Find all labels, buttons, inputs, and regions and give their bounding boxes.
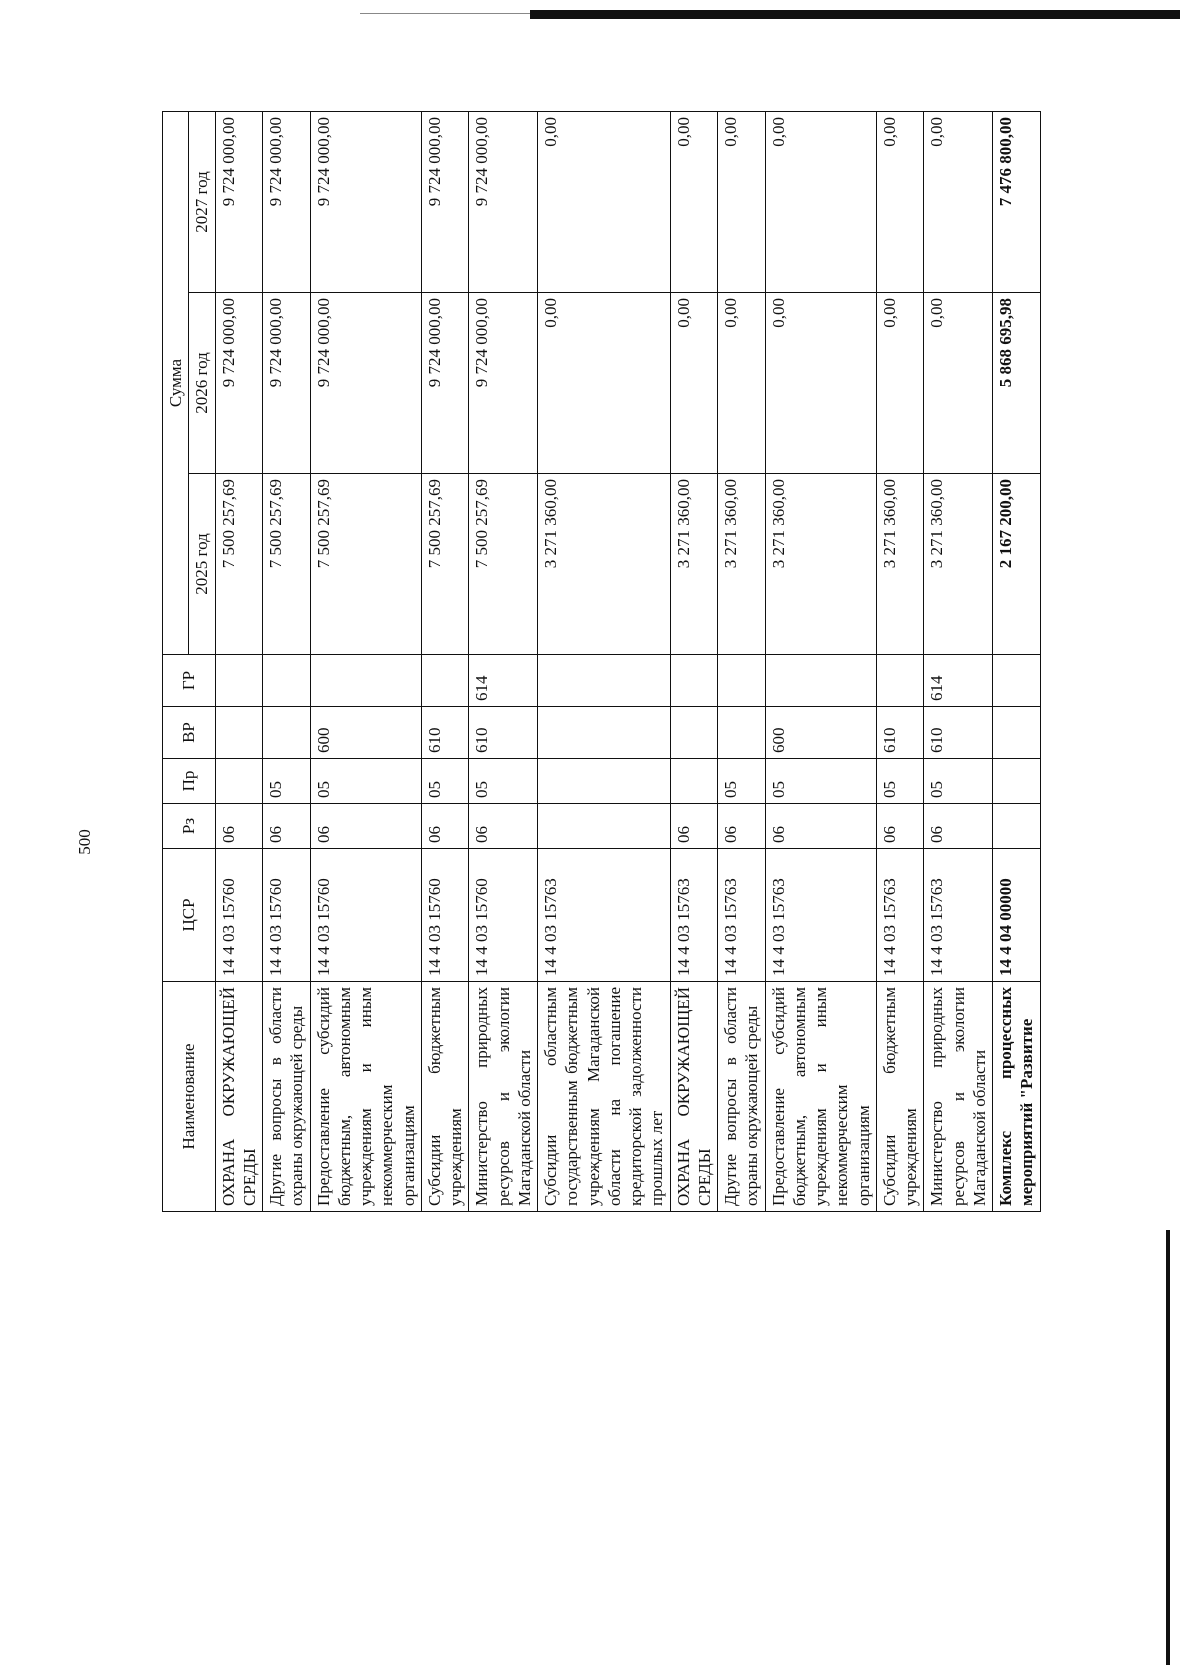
row-2025: 7 500 257,69 — [421, 474, 469, 655]
row-csr: 14 4 03 15763 — [765, 849, 876, 982]
row-2027: 0,00 — [538, 111, 671, 292]
row-2027: 9 724 000,00 — [263, 111, 311, 292]
row-2027: 7 476 800,00 — [993, 111, 1041, 292]
row-csr: 14 4 03 15763 — [924, 849, 993, 982]
row-rz: 06 — [421, 804, 469, 849]
table-row — [765, 111, 876, 1211]
row-rz: 06 — [765, 804, 876, 849]
table-row — [924, 111, 993, 1211]
row-2026: 9 724 000,00 — [215, 293, 263, 474]
row-vr — [215, 707, 263, 759]
row-vr: 610 — [876, 707, 924, 759]
header-gr: ГР — [163, 655, 216, 707]
row-pr: 05 — [718, 759, 766, 804]
row-pr: 05 — [469, 759, 538, 804]
row-pr: 05 — [263, 759, 311, 804]
row-pr — [215, 759, 263, 804]
row-gr — [765, 655, 876, 707]
table-row — [538, 111, 671, 1211]
row-gr: 614 — [924, 655, 993, 707]
row-2026: 0,00 — [924, 293, 993, 474]
row-csr: 14 4 03 15763 — [876, 849, 924, 982]
row-rz — [538, 804, 671, 849]
table-row — [670, 111, 718, 1211]
row-2025: 3 271 360,00 — [718, 474, 766, 655]
row-name: Комплекс процессных мероприятий "Развитие — [993, 982, 1041, 1212]
page-number: 500 — [75, 829, 94, 855]
row-pr — [538, 759, 671, 804]
row-vr — [538, 707, 671, 759]
row-name: ОХРАНА ОКРУЖАЮЩЕЙ СРЕДЫ — [215, 982, 263, 1212]
header-2026: 2026 год — [189, 293, 215, 474]
row-csr: 14 4 03 15763 — [538, 849, 671, 982]
row-csr: 14 4 03 15760 — [263, 849, 311, 982]
row-2027: 0,00 — [876, 111, 924, 292]
row-name: Другие вопросы в области охраны окружающей среды — [263, 982, 311, 1212]
row-gr — [421, 655, 469, 707]
row-rz: 06 — [924, 804, 993, 849]
row-2025: 3 271 360,00 — [538, 474, 671, 655]
row-gr — [670, 655, 718, 707]
row-pr — [670, 759, 718, 804]
row-name: ОХРАНА ОКРУЖАЮЩЕЙ СРЕДЫ — [670, 982, 718, 1212]
row-csr: 14 4 03 15763 — [670, 849, 718, 982]
row-gr — [993, 655, 1041, 707]
row-rz: 06 — [876, 804, 924, 849]
row-csr: 14 4 03 15760 — [310, 849, 421, 982]
row-2027: 9 724 000,00 — [469, 111, 538, 292]
row-name: Субсидии областным государственным бюджетным учреждениям Магаданской области на погашение кредиторской задолженности прошлых лет — [538, 982, 671, 1212]
row-gr — [310, 655, 421, 707]
row-name: Предоставление субсидий бюджетным, автономным учреждениям и иным некоммерческим организациям — [765, 982, 876, 1212]
row-rz: 06 — [263, 804, 311, 849]
row-2026: 0,00 — [670, 293, 718, 474]
row-2026: 0,00 — [876, 293, 924, 474]
row-2025: 3 271 360,00 — [670, 474, 718, 655]
row-name: Министерство природных ресурсов и экологии Магаданской области — [469, 982, 538, 1212]
row-name: Другие вопросы в области охраны окружающей среды — [718, 982, 766, 1212]
budget-table — [162, 111, 1041, 1212]
row-vr: 610 — [421, 707, 469, 759]
row-rz: 06 — [670, 804, 718, 849]
header-2027: 2027 год — [189, 111, 215, 292]
right-edge-rule — [1166, 1230, 1170, 1665]
header-rz: Рз — [163, 804, 216, 849]
row-pr: 05 — [765, 759, 876, 804]
table-row — [310, 111, 421, 1211]
row-rz: 06 — [718, 804, 766, 849]
row-name: Министерство природных ресурсов и экологии Магаданской области — [924, 982, 993, 1212]
row-gr — [215, 655, 263, 707]
top-thin-rule — [360, 13, 530, 14]
row-name: Субсидии бюджетным учреждениям — [421, 982, 469, 1212]
header-pr: Пр — [163, 759, 216, 804]
table-row — [215, 111, 263, 1211]
header-2025: 2025 год — [189, 474, 215, 655]
row-2026: 9 724 000,00 — [469, 293, 538, 474]
row-pr: 05 — [310, 759, 421, 804]
table-row — [421, 111, 469, 1211]
header-vr: ВР — [163, 707, 216, 759]
top-rule — [530, 10, 1180, 19]
row-2025: 3 271 360,00 — [924, 474, 993, 655]
row-2025: 7 500 257,69 — [310, 474, 421, 655]
row-2026: 5 868 695,98 — [993, 293, 1041, 474]
header-name: Наименование — [163, 982, 216, 1212]
rotated-table-sheet — [162, 112, 1087, 1212]
table-row — [876, 111, 924, 1211]
row-pr: 05 — [876, 759, 924, 804]
row-2027: 9 724 000,00 — [310, 111, 421, 292]
row-vr: 610 — [924, 707, 993, 759]
row-2025: 3 271 360,00 — [876, 474, 924, 655]
row-vr — [718, 707, 766, 759]
row-csr: 14 4 04 00000 — [993, 849, 1041, 982]
row-gr — [538, 655, 671, 707]
row-gr — [876, 655, 924, 707]
row-csr: 14 4 03 15760 — [215, 849, 263, 982]
row-2026: 9 724 000,00 — [310, 293, 421, 474]
row-rz: 06 — [215, 804, 263, 849]
row-2025: 2 167 200,00 — [993, 474, 1041, 655]
row-name: Субсидии бюджетным учреждениям — [876, 982, 924, 1212]
row-2026: 9 724 000,00 — [263, 293, 311, 474]
row-rz: 06 — [310, 804, 421, 849]
row-2026: 0,00 — [538, 293, 671, 474]
row-vr: 610 — [469, 707, 538, 759]
row-vr — [993, 707, 1041, 759]
row-csr: 14 4 03 15763 — [718, 849, 766, 982]
header-row-1 — [163, 111, 189, 1211]
row-pr: 05 — [421, 759, 469, 804]
row-csr: 14 4 03 15760 — [469, 849, 538, 982]
table-body — [215, 111, 1040, 1211]
table-row — [718, 111, 766, 1211]
row-2026: 0,00 — [718, 293, 766, 474]
row-vr — [263, 707, 311, 759]
table-row — [469, 111, 538, 1211]
row-2027: 0,00 — [718, 111, 766, 292]
row-pr — [993, 759, 1041, 804]
row-rz — [993, 804, 1041, 849]
header-csr: ЦСР — [163, 849, 216, 982]
row-2027: 9 724 000,00 — [421, 111, 469, 292]
table-row — [263, 111, 311, 1211]
row-vr: 600 — [310, 707, 421, 759]
row-vr — [670, 707, 718, 759]
row-name: Предоставление субсидий бюджетным, автономным учреждениям и иным некоммерческим организациям — [310, 982, 421, 1212]
row-2025: 7 500 257,69 — [263, 474, 311, 655]
row-2026: 0,00 — [765, 293, 876, 474]
row-gr: 614 — [469, 655, 538, 707]
header-sum: Сумма — [163, 111, 189, 654]
row-2027: 0,00 — [765, 111, 876, 292]
row-gr — [718, 655, 766, 707]
row-gr — [263, 655, 311, 707]
row-pr: 05 — [924, 759, 993, 804]
table-row — [993, 111, 1041, 1211]
row-2025: 7 500 257,69 — [215, 474, 263, 655]
row-csr: 14 4 03 15760 — [421, 849, 469, 982]
row-2027: 0,00 — [670, 111, 718, 292]
row-vr: 600 — [765, 707, 876, 759]
row-2025: 7 500 257,69 — [469, 474, 538, 655]
row-2027: 0,00 — [924, 111, 993, 292]
row-2026: 9 724 000,00 — [421, 293, 469, 474]
row-rz: 06 — [469, 804, 538, 849]
row-2025: 3 271 360,00 — [765, 474, 876, 655]
row-2027: 9 724 000,00 — [215, 111, 263, 292]
